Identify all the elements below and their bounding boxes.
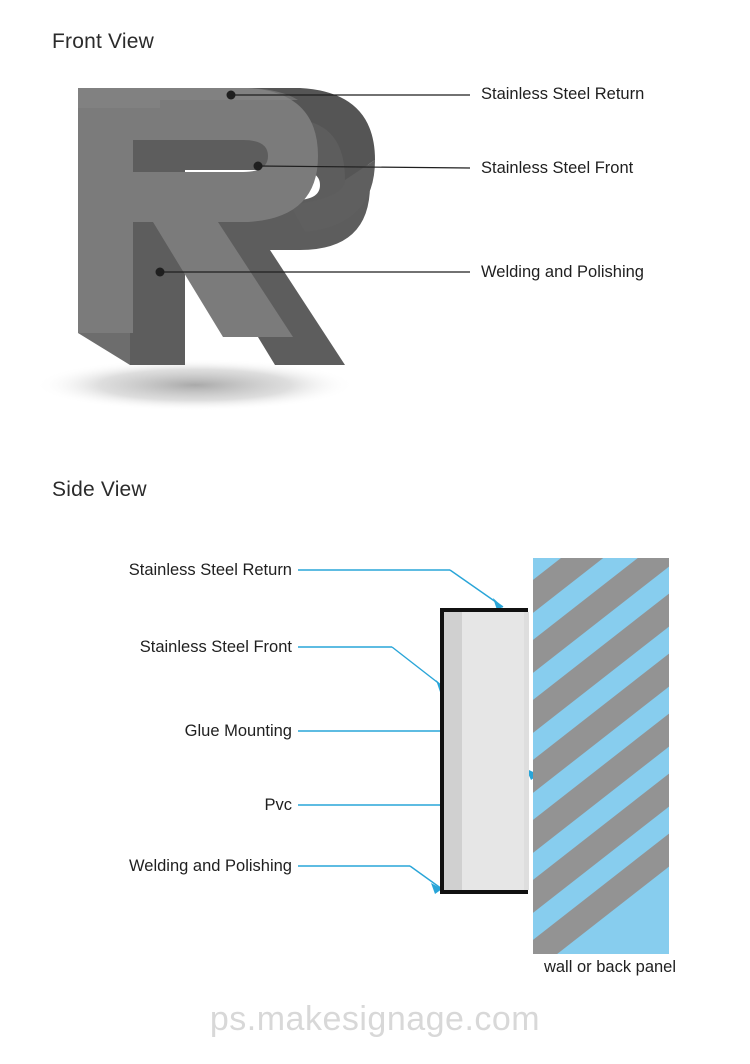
front-view-title: Front View bbox=[52, 30, 154, 53]
side-callout-label-0: Stainless Steel Return bbox=[128, 561, 292, 579]
front-callout-label-2: Welding and Polishing bbox=[481, 263, 644, 281]
side-view-title: Side View bbox=[52, 478, 147, 501]
site-watermark: ps.makesignage.com bbox=[209, 1000, 541, 1038]
pvc-layer bbox=[444, 612, 462, 890]
side-callout-label-3: Pvc bbox=[264, 796, 292, 814]
front-callout-label-0: Stainless Steel Return bbox=[481, 85, 645, 103]
side-callout-label-1: Stainless Steel Front bbox=[139, 638, 292, 656]
wall-panel bbox=[533, 558, 669, 954]
front-callout-label-1: Stainless Steel Front bbox=[481, 159, 634, 177]
glue-layer bbox=[524, 612, 529, 890]
side-callout-label-4: Welding and Polishing bbox=[129, 857, 292, 875]
wall-caption: wall or back panel bbox=[543, 958, 677, 976]
side-callout-label-2: Glue Mounting bbox=[184, 722, 292, 740]
